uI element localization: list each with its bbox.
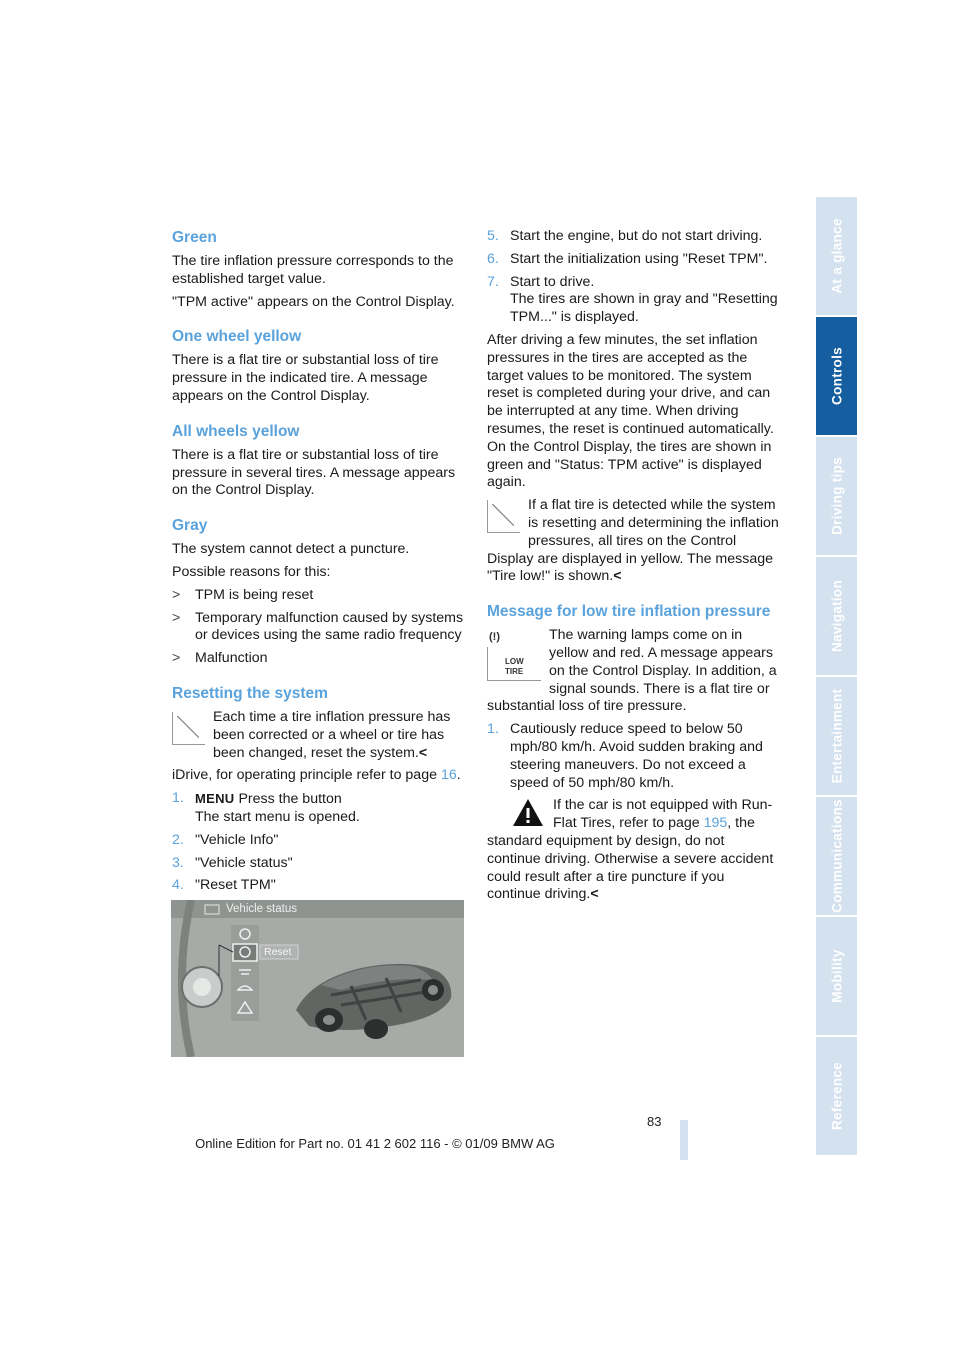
low-pressure-text: (!) LOW TIRE The warning lamps come on in yellow and red. A message appears on the Control Display. In addition, a signal sounds. There is a flat tire or substantial loss of tire pressure.: [487, 627, 777, 715]
footer: Online Edition for Part no. 01 41 2 602 116 - © 01/09 BMW AG: [195, 1136, 555, 1151]
step-reduce-speed: 1. Cautiously reduce speed to below 50 mph/80 km/h. Avoid sudden braking and steering maneuvers. Do not exceed a speed of 50 mph/80 km/h.: [487, 721, 763, 791]
list-item: > Malfunction: [172, 650, 268, 667]
tab-controls[interactable]: Controls: [816, 317, 857, 435]
idrive-ref: iDrive, for operating principle refer to page 16.: [172, 767, 461, 784]
green-text-1: The tire inflation pressure corresponds to the established target value.: [172, 253, 454, 287]
screen-graphic: [171, 900, 464, 1057]
step-1: 1. MENU Press the button The start menu is opened.: [172, 790, 360, 825]
vehicle-status-screenshot: [171, 900, 464, 1057]
flat-tire-note: If a flat tire is detected while the system is resetting and determining the inflation pressures, all tires on the Control Display are displayed in yellow. The message "Tire low!" is shown.<: [487, 497, 779, 585]
menu-key-icon: MENU: [195, 791, 235, 807]
tire-pressure-warning-icon: (!) LOW TIRE: [487, 631, 541, 681]
green-text-2: "TPM active" appears on the Control Display.: [172, 293, 455, 310]
one-wheel-yellow-text: There is a flat tire or substantial loss of tire pressure in the indicated tire. A message appears on the Control Display.: [172, 352, 439, 404]
run-flat-warning: If the car is not equipped with Run-Flat Tires, refer to page 195, the standard equipment by design, do not continue driving. Otherwise a severe accident could result after a tire puncture if you continue driving.<: [487, 797, 774, 903]
heading-one-wheel-yellow: One wheel yellow: [172, 328, 302, 346]
tab-at-a-glance[interactable]: At a glance: [816, 197, 857, 315]
gray-text-2: Possible reasons for this:: [172, 563, 331, 580]
tab-reference[interactable]: Reference: [816, 1037, 857, 1155]
reset-label: Reset: [264, 946, 292, 958]
step-5: 5. Start the engine, but do not start driving.: [487, 228, 763, 244]
step-3: 3. "Vehicle status": [172, 854, 293, 871]
tab-mobility[interactable]: Mobility: [816, 917, 857, 1035]
list-item: > Temporary malfunction caused by systems or devices using the same radio frequency: [172, 609, 464, 644]
heading-low-pressure-message: Message for low tire inflation pressure: [487, 603, 771, 621]
left-column: [172, 228, 464, 895]
page-number: 83: [647, 1114, 662, 1129]
list-item: > TPM is being reset: [172, 586, 314, 603]
note-icon: [487, 500, 520, 533]
bullet-marker: >: [172, 650, 181, 667]
reset-note: Each time a tire inflation pressure has been corrected or a wheel or tire has been changed, reset the system.<: [172, 709, 464, 762]
step-6: 6. Start the initialization using "Reset TPM".: [487, 250, 768, 267]
tab-navigation[interactable]: Navigation: [816, 557, 857, 675]
tab-entertainment[interactable]: Entertainment: [816, 677, 857, 795]
step-2: 2. "Vehicle Info": [172, 831, 279, 848]
page-link[interactable]: 195: [703, 815, 728, 832]
tab-communications[interactable]: Communications: [816, 797, 857, 915]
right-column: [487, 228, 779, 904]
screen-title: Vehicle status: [226, 903, 297, 915]
gray-text-1: The system cannot detect a puncture.: [172, 541, 410, 558]
heading-gray: Gray: [172, 517, 208, 535]
page-link[interactable]: 16: [440, 767, 457, 784]
tab-driving-tips[interactable]: Driving tips: [816, 437, 857, 555]
heading-green: Green: [172, 229, 217, 246]
heading-resetting: Resetting the system: [172, 684, 328, 702]
all-wheels-yellow-text: There is a flat tire or substantial loss of tire pressure in several tires. A message appears on the Control Display.: [172, 446, 456, 499]
step-7: 7. Start to drive. The tires are shown in gray and "Resetting TPM..." is displayed.: [487, 273, 778, 326]
note-icon: [172, 712, 205, 745]
after-driving-text: After driving a few minutes, the set inflation pressures in the tires are accepted as the target values to be monitored. The system reset is completed during your drive, and can be interrupted at any time. When driving resumes, the reset is continued automatically. On the Control Display, the tires are shown in green and "Status: TPM active" is displayed again.: [487, 331, 774, 491]
bullet-marker: >: [172, 609, 181, 626]
heading-all-wheels-yellow: All wheels yellow: [172, 422, 300, 440]
bullet-marker: >: [172, 586, 181, 603]
chapter-tabs: [816, 197, 857, 1157]
step-4: 4. "Reset TPM": [172, 877, 276, 894]
warning-icon: [511, 797, 545, 829]
